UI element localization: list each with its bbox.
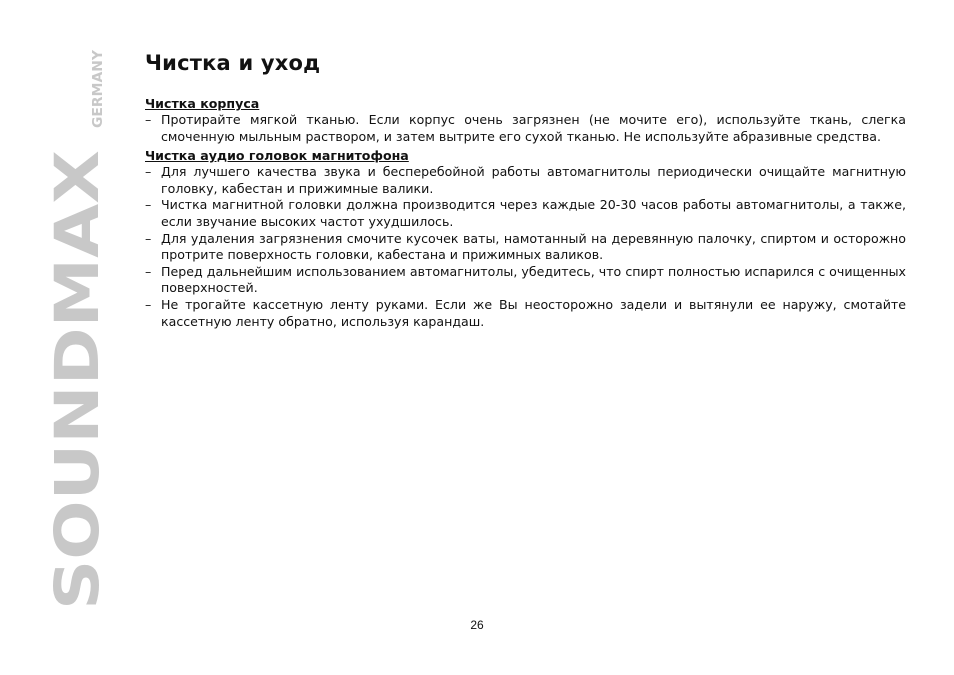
soundmax-logo <box>42 48 113 613</box>
dash-bullet: – <box>145 164 152 180</box>
item-list <box>145 112 906 145</box>
list-item <box>145 231 906 264</box>
section-body-cleaning <box>145 96 906 145</box>
list-item-text: Для удаления загрязнения смочите кусочек ваты, намотанный на деревянную палочку, спиртом и осторожно протрите поверхность головки, кабестана и прижимных валиков. <box>161 230 906 263</box>
section-heading: Чистка корпуса <box>145 96 260 111</box>
page-title: Чистка и уход <box>145 51 321 75</box>
list-item-text: Протирайте мягкой тканью. Если корпус очень загрязнен (не мочите его), используйте ткань, слегка смоченную мыльным раствором, и затем вытрите его сухой тканью. Не используйте абразивные средства. <box>161 112 906 144</box>
dash-bullet: – <box>145 296 152 312</box>
dash-bullet: – <box>145 197 152 213</box>
list-item-text: Перед дальнейшим использованием автомагнитолы, убедитесь, что спирт полностью испарился с очищенных поверхностей. <box>161 263 906 296</box>
page-content <box>145 48 906 333</box>
section-heading: Чистка аудио головок магнитофона <box>145 148 409 164</box>
list-item <box>145 197 906 230</box>
dash-bullet: – <box>145 230 152 246</box>
item-list <box>145 164 906 330</box>
list-item <box>145 264 906 297</box>
list-item-text: Чистка магнитной головки должна производится через каждые 20-30 часов работы автомагнитолы, а также, если звучание высоких частот ухудшилось. <box>161 197 906 229</box>
dash-bullet: – <box>145 112 152 127</box>
page-number: 26 <box>470 618 484 632</box>
list-item <box>145 112 906 145</box>
list-item <box>145 297 906 330</box>
list-item-text: Для лучшего качества звука и бесперебойной работы автомагнитолы периодически очищайте магнитную головку, кабестан и прижимные валики. <box>161 164 906 196</box>
section-head-cleaning <box>145 148 906 330</box>
logo-subtext: GERMANY <box>91 55 106 128</box>
list-item-text: Не трогайте кассетную ленту руками. Если же Вы неосторожно задели и вытянули ее наружу, смотайте кассетную ленту обратно, используя карандаш. <box>161 296 906 329</box>
dash-bullet: – <box>145 263 152 279</box>
logo-text: SOUNDMAX <box>42 208 113 610</box>
list-item <box>145 164 906 197</box>
